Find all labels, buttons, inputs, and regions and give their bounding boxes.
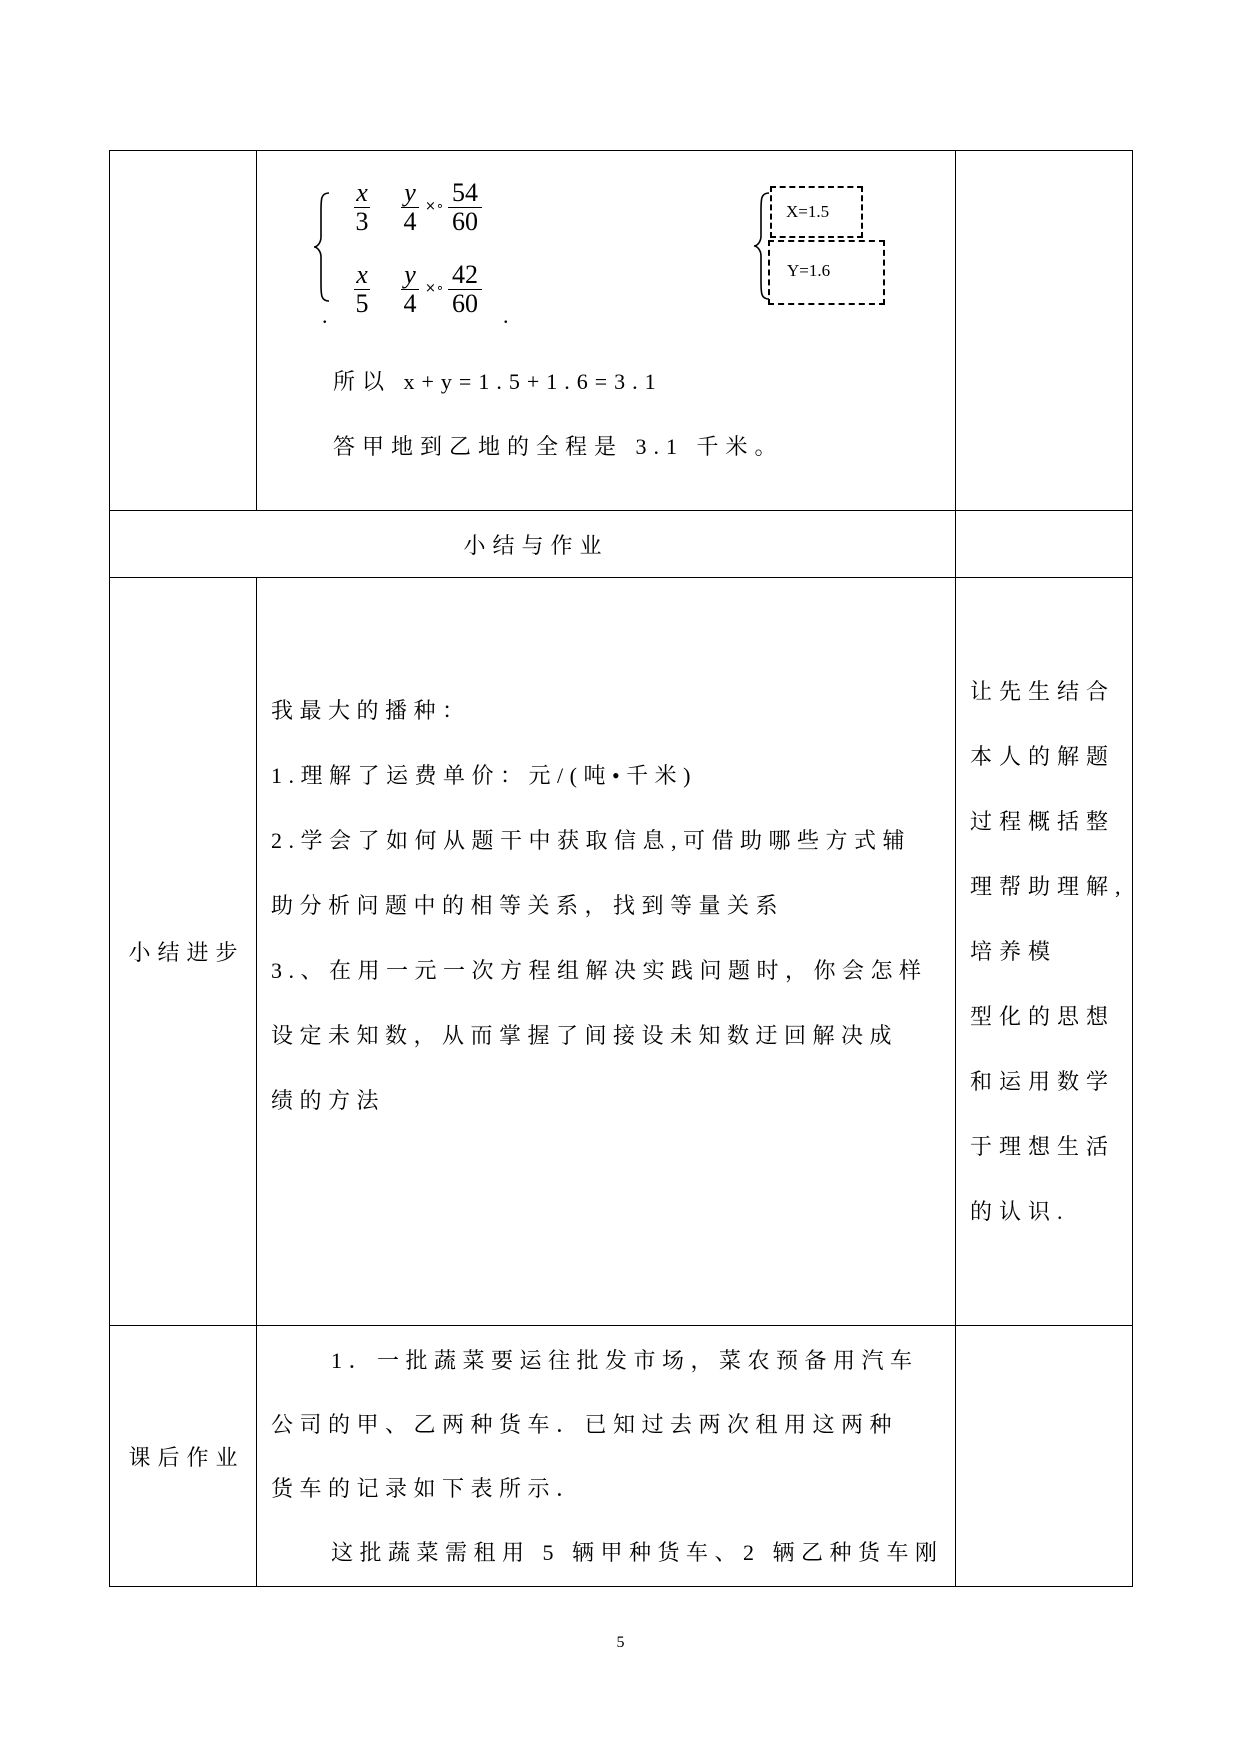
- summary-row: [110, 578, 1133, 1326]
- eq1-term2-denominator: 4: [403, 207, 417, 236]
- solution-y-box: Y=1.6: [768, 240, 885, 305]
- note-line: 的认识.: [970, 1199, 1070, 1224]
- eq2-operator: ×∘: [425, 281, 445, 296]
- eq2-term2-fraction: [401, 261, 419, 318]
- homework-row: [110, 1326, 1133, 1587]
- sum-line: 所以 x+y=1.5+1.6=3.1: [333, 369, 663, 394]
- eq1-rhs-denominator: 60: [452, 207, 478, 236]
- summary-line: 2.学会了如何从题干中获取信息,可借助哪些方式辅: [271, 828, 912, 853]
- answer-line: 答甲地到乙地的全程是 3.1 千米。: [333, 434, 784, 459]
- homework-line: 这批蔬菜需租用 5 辆甲种货车、2 辆乙种货车刚: [331, 1540, 944, 1565]
- note-line: 本人的解题: [970, 744, 1116, 769]
- summary-content-cell: [257, 578, 956, 1326]
- eq2-term2-numerator: y: [404, 260, 416, 289]
- eq2-rhs-numerator: 42: [452, 260, 478, 289]
- eq2-term1-fraction: [354, 261, 370, 318]
- eq1-term1-numerator: x: [356, 178, 368, 207]
- homework-line: 货车的记录如下表所示．: [271, 1476, 585, 1501]
- summary-line: 绩的方法: [271, 1088, 386, 1113]
- note-line: 于理想生活: [970, 1134, 1116, 1159]
- eq2-rhs-fraction: [448, 261, 482, 318]
- solution-x-box: X=1.5: [770, 186, 863, 238]
- section-title-note-cell: [956, 511, 1133, 578]
- eq1-term2-fraction: [401, 179, 419, 236]
- lesson-plan-table: [109, 150, 1133, 1587]
- summary-note-cell: [956, 578, 1133, 1326]
- system-end-mark: .: [322, 303, 328, 328]
- note-line: 过程概括整: [970, 809, 1116, 834]
- section-title: 小结与作业: [110, 511, 956, 578]
- eq1-term2-numerator: y: [404, 178, 416, 207]
- eq2-term2-denominator: 4: [403, 289, 417, 318]
- note-line: 培养模: [970, 939, 1058, 964]
- homework-label: 课后作业: [110, 1326, 257, 1587]
- homework-content-cell: [257, 1326, 956, 1587]
- summary-line: 3.、在用一元一次方程组解决实践问题时，你会怎样: [271, 958, 928, 983]
- eq2-term1-numerator: x: [356, 260, 368, 289]
- eq1-term1-denominator: 3: [355, 207, 369, 236]
- solution-row: [110, 151, 1133, 511]
- system-brace: [312, 191, 332, 303]
- summary-line: 我最大的播种：: [271, 698, 471, 723]
- note-line: 理帮助理解,: [970, 874, 1128, 899]
- eq2-rhs-denominator: 60: [452, 289, 478, 318]
- system-end-mark: .: [503, 303, 509, 328]
- eq1-term1-fraction: [354, 179, 370, 236]
- section-title-row: [110, 511, 1133, 578]
- solution-content-cell: [257, 151, 956, 511]
- homework-note-cell: [956, 1326, 1133, 1587]
- note-line: 和运用数学: [970, 1069, 1116, 1094]
- eq2-term1-denominator: 5: [355, 289, 369, 318]
- note-line: 让先生结合: [970, 679, 1116, 704]
- eq1-operator: ×∘: [425, 199, 445, 214]
- homework-line: 1．一批蔬菜要运往批发市场，菜农预备用汽车: [331, 1348, 919, 1373]
- eq1-rhs-fraction: [448, 179, 482, 236]
- solution-label-cell: [110, 151, 257, 511]
- page-number: 5: [616, 1634, 625, 1651]
- equation-area: [257, 151, 955, 509]
- homework-line: 公司的甲、乙两种货车．已知过去两次租用这两种: [271, 1412, 899, 1437]
- summary-line: 设定未知数，从而掌握了间接设未知数迂回解决成: [271, 1023, 899, 1048]
- summary-line: 助分析问题中的相等关系，找到等量关系: [271, 893, 785, 918]
- note-line: 型化的思想: [970, 1004, 1116, 1029]
- summary-label: 小结进步: [110, 578, 257, 1326]
- eq1-rhs-numerator: 54: [452, 178, 478, 207]
- summary-line: 1.理解了运费单价：元/(吨•千米): [271, 763, 697, 788]
- solution-note-cell: [956, 151, 1133, 511]
